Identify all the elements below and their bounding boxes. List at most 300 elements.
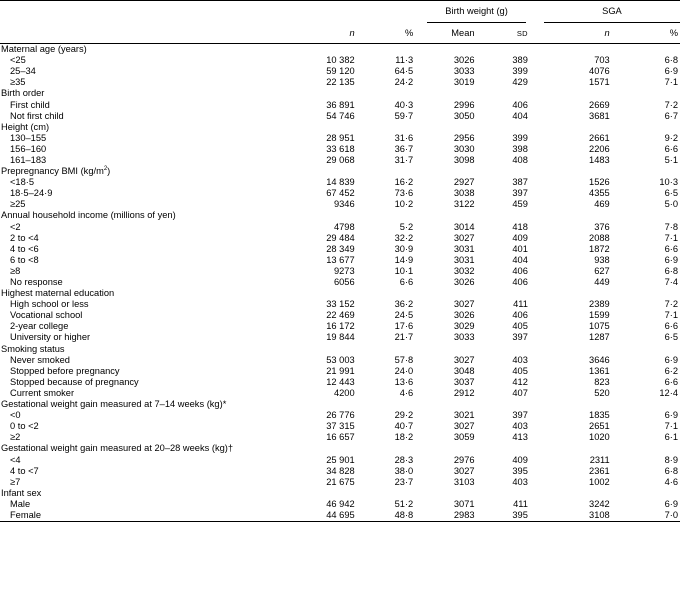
category-row: [0, 344, 680, 355]
cell-pct: [355, 399, 414, 410]
cell-sd: 404: [512, 254, 528, 265]
cell-sga-n: 1571: [589, 77, 610, 88]
cell-sga-pct: 9·2: [664, 132, 678, 143]
cell-mean: 3033: [453, 66, 475, 77]
cell-sga-pct: [610, 488, 680, 499]
cell-sga-pct: [610, 88, 680, 99]
cell-pct: 10·1: [394, 265, 414, 276]
cell-sd: 405: [512, 321, 528, 332]
cell-n: 19 844: [326, 332, 355, 343]
cell-n: 25 901: [326, 454, 355, 465]
col-header-sga-n: n: [528, 23, 610, 44]
column-header-row: [0, 23, 680, 44]
cell-sd: 411: [513, 299, 528, 310]
cell-pct: [355, 166, 414, 177]
cell-sd: 403: [512, 354, 528, 365]
table-row: [0, 222, 680, 233]
cell-sd: 389: [512, 55, 528, 66]
cell-mean: 3050: [453, 110, 475, 121]
cell-pct: 24·0: [394, 365, 414, 376]
cell-sga-n: [528, 443, 610, 454]
category-label: Highest maternal education: [1, 288, 115, 299]
category-row: [0, 122, 680, 133]
cell-pct: 14·9: [394, 254, 414, 265]
cell-sga-pct: 6·6: [664, 243, 678, 254]
cell-n: 37 315: [326, 421, 355, 432]
cell-mean: 3026: [453, 55, 475, 66]
table-row: [0, 255, 680, 266]
cell-pct: 36·7: [394, 143, 414, 154]
cell-sga-n: 823: [594, 376, 610, 387]
table-body: [0, 44, 680, 522]
row-label: ≥2: [10, 432, 21, 443]
row-label: 18·5–24·9: [10, 188, 53, 199]
cell-mean: 3027: [453, 421, 475, 432]
col-header-n: n: [312, 23, 354, 44]
table-row: [0, 477, 680, 488]
cell-sga-pct: 5·1: [664, 154, 678, 165]
cell-mean: 3071: [453, 498, 475, 509]
cell-mean: [413, 288, 474, 299]
category-label: Birth order: [1, 88, 45, 99]
cell-pct: [355, 488, 414, 499]
row-label: Vocational school: [10, 310, 83, 321]
cell-sd: 395: [512, 465, 528, 476]
cell-mean: 3019: [453, 77, 475, 88]
cell-n: 4798: [333, 221, 355, 232]
cell-sga-pct: 7·1: [664, 77, 678, 88]
cell-sga-n: [528, 210, 610, 221]
cell-pct: 13·6: [394, 376, 414, 387]
cell-mean: [413, 488, 474, 499]
cell-sga-n: 2361: [589, 465, 610, 476]
table-row: [0, 144, 680, 155]
row-label: 0 to <2: [10, 421, 39, 432]
table-row: [0, 299, 680, 310]
cell-pct: [355, 443, 414, 454]
cell-n: 12 443: [326, 376, 355, 387]
cell-sd: 397: [512, 410, 528, 421]
cell-n: 26 776: [326, 410, 355, 421]
cell-sga-n: 3108: [528, 510, 610, 522]
cell-sga-n: 1075: [589, 321, 610, 332]
cell-n: 22 469: [326, 310, 355, 321]
cell-sd: 406: [512, 277, 528, 288]
row-label: 2 to <4: [10, 232, 39, 243]
cell-sga-n: [528, 166, 610, 177]
cell-sga-n: 703: [594, 55, 610, 66]
category-label: Infant sex: [1, 487, 42, 498]
cell-n: 36 891: [326, 99, 355, 110]
table-row: [0, 55, 680, 66]
cell-sga-pct: 6·8: [664, 465, 678, 476]
category-label: Gestational weight gain measured at 7–14 weeks (kg)*: [1, 399, 227, 410]
cell-sga-n: 2206: [589, 143, 610, 154]
cell-sd: [475, 288, 528, 299]
cell-n: [312, 399, 354, 410]
cell-sga-pct: [610, 166, 680, 177]
cell-sd: [475, 399, 528, 410]
cell-pct: 28·3: [394, 454, 414, 465]
cell-n: 21 991: [326, 365, 355, 376]
cell-n: [312, 122, 354, 133]
cell-sga-n: [528, 488, 610, 499]
cell-sd: 399: [512, 66, 528, 77]
row-label: University or higher: [10, 332, 91, 343]
birth-weight-group-header: Birth weight (g): [427, 2, 526, 23]
cell-sga-pct: 6·9: [664, 254, 678, 265]
cell-sd: [475, 344, 528, 355]
cell-sga-pct: 7·1: [664, 421, 678, 432]
cell-sd: 395: [475, 510, 528, 522]
table-row: [0, 99, 680, 110]
row-label: <0: [10, 410, 21, 421]
cell-sd: 397: [512, 188, 528, 199]
cell-sga-pct: 6·8: [664, 55, 678, 66]
cell-n: 34 828: [326, 465, 355, 476]
row-label: 130–155: [10, 132, 47, 143]
table-row: [0, 432, 680, 443]
cell-mean: 3029: [453, 321, 475, 332]
row-label: Male: [10, 498, 31, 509]
table-row: [0, 421, 680, 432]
cell-n: 29 068: [326, 154, 355, 165]
cell-n: 29 484: [326, 232, 355, 243]
table-row: [0, 377, 680, 388]
cell-mean: 3031: [453, 243, 475, 254]
cell-sga-n: 1599: [589, 310, 610, 321]
cell-pct: 23·7: [394, 476, 414, 487]
cell-pct: 51·2: [394, 498, 414, 509]
col-header-sga-pct: %: [610, 23, 680, 44]
cell-sd: 413: [512, 432, 528, 443]
row-label: 161–183: [10, 154, 47, 165]
cell-n: [312, 344, 354, 355]
cell-sd: 409: [512, 454, 528, 465]
table-row: [0, 233, 680, 244]
table-row: [0, 310, 680, 321]
cell-mean: 3026: [453, 277, 475, 288]
cell-sga-pct: 6·6: [664, 143, 678, 154]
cell-n: 53 003: [326, 354, 355, 365]
cell-sd: 397: [512, 332, 528, 343]
cell-pct: 64·5: [394, 66, 414, 77]
cell-mean: 2927: [453, 177, 475, 188]
cell-sga-pct: 4·6: [664, 476, 678, 487]
cell-sga-n: [528, 344, 610, 355]
cell-pct: 24·2: [394, 77, 414, 88]
cell-sga-n: 1002: [589, 476, 610, 487]
cell-sga-pct: 7·8: [664, 221, 678, 232]
cell-sd: 403: [512, 476, 528, 487]
cell-sga-n: 1020: [589, 432, 610, 443]
cell-sd: 405: [512, 365, 528, 376]
cell-sga-n: 627: [594, 265, 610, 276]
cell-pct: 4·6: [399, 387, 414, 398]
cell-sd: 406: [512, 99, 528, 110]
cell-sga-pct: 6·9: [664, 66, 678, 77]
cell-mean: 3027: [453, 232, 475, 243]
cell-mean: [413, 88, 474, 99]
row-label: Stopped because of pregnancy: [10, 376, 139, 387]
row-label: ≥7: [10, 476, 21, 487]
cell-pct: [355, 44, 414, 56]
cell-pct: 32·2: [394, 232, 414, 243]
cell-mean: 3027: [453, 299, 475, 310]
cell-sd: 398: [512, 143, 528, 154]
table-row: [0, 133, 680, 144]
row-label: <4: [10, 454, 21, 465]
table-row: [0, 199, 680, 210]
table-row: [0, 499, 680, 510]
cell-mean: [413, 443, 474, 454]
cell-pct: 10·2: [394, 199, 414, 210]
cell-n: 16 657: [326, 432, 355, 443]
cell-sga-n: 1526: [589, 177, 610, 188]
cell-sga-n: 469: [594, 199, 610, 210]
cell-mean: 3122: [453, 199, 475, 210]
table-row: [0, 366, 680, 377]
col-header-mean: Mean: [413, 23, 474, 44]
cell-pct: 57·8: [394, 354, 414, 365]
cell-n: 4200: [333, 387, 355, 398]
cell-sga-pct: 7·1: [664, 310, 678, 321]
cell-sga-n: 2088: [589, 232, 610, 243]
row-label: 4 to <6: [10, 243, 39, 254]
row-label: <18·5: [10, 177, 35, 188]
table-row: [0, 410, 680, 421]
cell-n: [312, 288, 354, 299]
table-row: [0, 355, 680, 366]
cell-pct: [355, 88, 414, 99]
cell-n: 16 172: [326, 321, 355, 332]
cell-sga-n: [528, 88, 610, 99]
cell-n: 33 618: [326, 143, 355, 154]
row-label: ≥25: [10, 199, 26, 210]
cell-mean: 3103: [453, 476, 475, 487]
cell-sga-pct: 8·9: [664, 454, 678, 465]
cell-n: 28 349: [326, 243, 355, 254]
category-label: Maternal age (years): [1, 44, 87, 55]
cell-mean: 3038: [453, 188, 475, 199]
row-label: ≥8: [10, 265, 21, 276]
category-row: [0, 399, 680, 410]
row-label: 25–34: [10, 66, 36, 77]
cell-n: 10 382: [326, 55, 355, 66]
row-label: First child: [10, 99, 50, 110]
cell-n: [312, 210, 354, 221]
cell-mean: 3014: [453, 221, 475, 232]
cell-mean: 2983: [413, 510, 474, 522]
cell-sga-pct: 6·2: [664, 365, 678, 376]
cell-sga-pct: 7·4: [664, 277, 678, 288]
cell-sga-n: 1287: [589, 332, 610, 343]
cell-sga-pct: 6·5: [664, 188, 678, 199]
cell-sga-n: [528, 44, 610, 56]
cell-mean: 3027: [453, 354, 475, 365]
cell-sga-pct: 6·5: [664, 332, 678, 343]
row-label: Never smoked: [10, 354, 70, 365]
cell-sd: 407: [512, 387, 528, 398]
row-label: Female: [0, 510, 312, 522]
row-label: 4 to <7: [10, 465, 39, 476]
cell-pct: 5·2: [399, 221, 414, 232]
cell-pct: 29·2: [394, 410, 414, 421]
category-label: Annual household income (millions of yen): [1, 210, 176, 221]
cell-pct: 6·6: [399, 277, 414, 288]
cell-pct: 11·3: [395, 55, 414, 66]
cell-mean: 2996: [453, 99, 475, 110]
cell-sga-n: [528, 288, 610, 299]
cell-mean: [413, 166, 474, 177]
cell-sd: [475, 210, 528, 221]
row-label: No response: [10, 277, 63, 288]
cell-sd: 408: [512, 154, 528, 165]
cell-sga-pct: [610, 44, 680, 56]
cell-mean: [413, 399, 474, 410]
cell-sd: 406: [512, 265, 528, 276]
category-row: [0, 166, 680, 177]
row-label: Current smoker: [10, 387, 75, 398]
category-label: Prepregnancy BMI $(kg/m^2)$: [1, 165, 111, 177]
cell-mean: [413, 44, 474, 56]
cell-pct: 21·7: [394, 332, 414, 343]
cell-n: 21 675: [326, 476, 355, 487]
cell-sga-pct: [610, 122, 680, 133]
row-label: Not first child: [10, 110, 64, 121]
cell-pct: [355, 344, 414, 355]
cell-pct: 40·7: [394, 421, 414, 432]
cell-sga-pct: 6·1: [664, 432, 678, 443]
cell-sd: 418: [512, 221, 528, 232]
cell-sga-n: 1835: [589, 410, 610, 421]
category-row: [0, 443, 680, 454]
cell-mean: [413, 122, 474, 133]
cell-sga-pct: 6·8: [664, 265, 678, 276]
cell-sga-n: 376: [594, 221, 610, 232]
cell-n: 9346: [333, 199, 355, 210]
cell-n: 59 120: [326, 66, 355, 77]
col-header-sd: SD: [475, 23, 528, 44]
cell-sga-pct: [610, 288, 680, 299]
cell-n: [312, 166, 354, 177]
cell-sga-pct: 10·3: [659, 177, 678, 188]
cell-n: 9273: [333, 265, 355, 276]
cell-pct: 36·2: [394, 299, 414, 310]
cell-sga-n: 3681: [589, 110, 610, 121]
cell-mean: 2956: [453, 132, 475, 143]
cell-sd: 409: [512, 232, 528, 243]
cell-pct: 24·5: [394, 310, 414, 321]
cell-pct: 40·3: [394, 99, 414, 110]
cell-sga-pct: 6·9: [664, 354, 678, 365]
row-label: High school or less: [10, 299, 89, 310]
cell-sga-pct: [610, 399, 680, 410]
cell-mean: 3032: [453, 265, 475, 276]
cell-sga-n: 3646: [589, 354, 610, 365]
cell-sga-n: 938: [594, 254, 610, 265]
cell-n: 54 746: [326, 110, 355, 121]
cell-mean: 3037: [453, 376, 475, 387]
cell-sga-pct: 7·2: [664, 299, 678, 310]
table-row: [0, 155, 680, 166]
cell-pct: 31·7: [394, 154, 414, 165]
cell-mean: [413, 210, 474, 221]
cell-sd: 399: [512, 132, 528, 143]
table-row: [0, 466, 680, 477]
sga-group-header: SGA: [544, 2, 680, 23]
table-row: [0, 510, 680, 522]
cell-pct: 59·7: [394, 110, 414, 121]
cell-n: [312, 443, 354, 454]
cell-n: [312, 44, 354, 56]
cell-sd: 387: [512, 177, 528, 188]
cell-n: 28 951: [326, 132, 355, 143]
cell-sga-pct: [610, 210, 680, 221]
cell-sga-n: 1483: [589, 154, 610, 165]
cell-pct: [355, 122, 414, 133]
cell-sga-pct: 6·6: [664, 376, 678, 387]
cell-sga-n: 1361: [589, 365, 610, 376]
cell-sd: [475, 488, 528, 499]
cell-sga-pct: 5·0: [664, 199, 678, 210]
cell-sga-n: 2669: [589, 99, 610, 110]
cell-mean: 2912: [453, 387, 475, 398]
cell-pct: [355, 210, 414, 221]
cell-sd: 412: [512, 376, 528, 387]
cell-n: 44 695: [312, 510, 354, 522]
category-label: Height (cm): [1, 121, 50, 132]
category-label: Smoking status: [1, 343, 65, 354]
cell-sga-n: 2661: [589, 132, 610, 143]
cell-sga-n: [528, 122, 610, 133]
cell-sga-pct: [610, 443, 680, 454]
group-header-row: [0, 1, 680, 23]
cell-pct: 17·6: [394, 321, 414, 332]
cell-sga-n: 1872: [589, 243, 610, 254]
row-label: Stopped before pregnancy: [10, 365, 120, 376]
cell-mean: 3048: [453, 365, 475, 376]
table-row: [0, 321, 680, 332]
cell-sd: [475, 166, 528, 177]
cell-mean: 3031: [453, 254, 475, 265]
cell-n: 46 942: [326, 498, 355, 509]
category-row: [0, 288, 680, 299]
table-row: [0, 66, 680, 77]
cell-sga-n: 2389: [589, 299, 610, 310]
cell-sga-pct: 6·9: [664, 410, 678, 421]
cell-mean: 3027: [453, 465, 475, 476]
cell-sga-n: 3242: [589, 498, 610, 509]
cell-sd: [475, 122, 528, 133]
table-row: [0, 244, 680, 255]
cell-mean: 3033: [453, 332, 475, 343]
cell-sd: [475, 44, 528, 56]
table-row: [0, 177, 680, 188]
row-label: 6 to <8: [10, 254, 39, 265]
cell-sga-n: [528, 399, 610, 410]
cell-pct: 48·8: [355, 510, 414, 522]
table-row: [0, 77, 680, 88]
cell-sga-pct: [610, 344, 680, 355]
cell-sd: 406: [512, 310, 528, 321]
table-row: [0, 266, 680, 277]
cell-sga-n: 449: [594, 277, 610, 288]
table-row: [0, 332, 680, 343]
cell-sga-n: 2311: [589, 454, 610, 465]
cell-pct: 30·9: [394, 243, 414, 254]
cell-sd: 403: [512, 421, 528, 432]
